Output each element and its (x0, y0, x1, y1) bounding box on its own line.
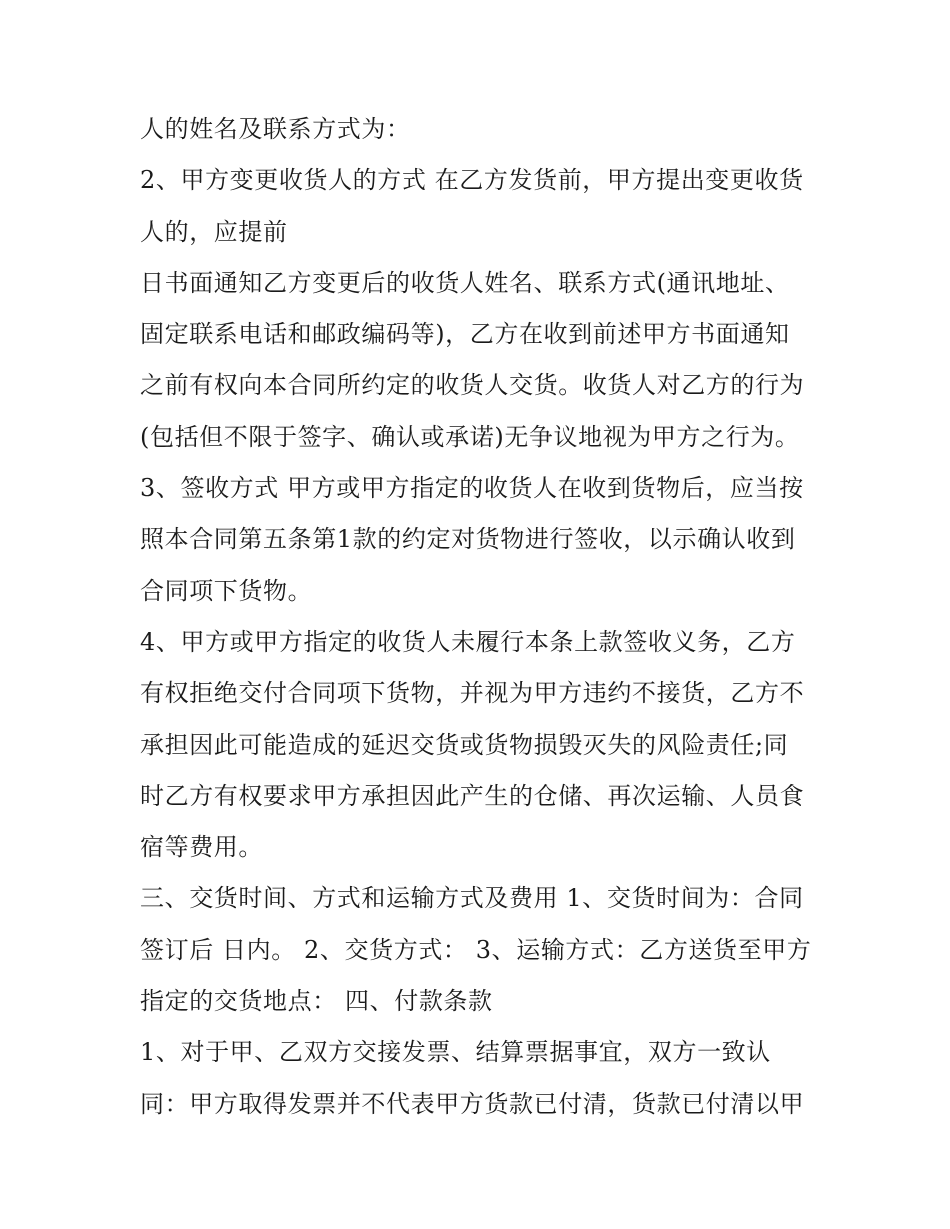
text-line: 人的，应提前 (140, 217, 288, 246)
text-line: (包括但不限于签字、确认或承诺)无争议地视为甲方之行为。 (140, 422, 800, 451)
text-line: 1、对于甲、乙双方交接发票、结算票据事宜，双方一致认 (140, 1038, 771, 1067)
text-line: 同：甲方取得发票并不代表甲方货款已付清，货款已付清以甲 (140, 1089, 805, 1118)
text-line: 时乙方有权要求甲方承担因此产生的仓储、再次运输、人员食 (140, 781, 805, 810)
text-line: 指定的交货地点： 四、付款条款 (140, 987, 493, 1016)
text-line: 固定联系电话和邮政编码等)，乙方在收到前述甲方书面通知 (140, 320, 790, 349)
text-line: 之前有权向本合同所约定的收货人交货。收货人对乙方的行为 (140, 371, 805, 400)
text-line: 宿等费用。 (140, 833, 263, 862)
text-line: 日书面通知乙方变更后的收货人姓名、联系方式(通讯地址、 (140, 268, 790, 297)
text-line: 照本合同第五条第1款的约定对货物进行签收，以示确认收到 (140, 525, 796, 554)
document-body (140, 104, 820, 1130)
text-line: 4、甲方或甲方指定的收货人未履行本条上款签收义务，乙方 (140, 627, 796, 656)
text-line: 签订后 日内。 2、交货方式： 3、运输方式：乙方送货至甲方 (140, 935, 812, 964)
text-line: 人的姓名及联系方式为： (140, 115, 411, 143)
text-line: 承担因此可能造成的延迟交货或货物损毁灭失的风险责任;同 (140, 730, 789, 759)
text-line: 3、签收方式 甲方或甲方指定的收货人在收到货物后，应当按 (140, 474, 804, 503)
text-line: 2、甲方变更收货人的方式 在乙方发货前，甲方提出变更收货 (140, 166, 804, 195)
text-line: 合同项下货物。 (140, 576, 313, 605)
text-line: 三、交货时间、方式和运输方式及费用 1、交货时间为：合同 (140, 884, 804, 913)
text-line: 有权拒绝交付合同项下货物，并视为甲方违约不接货，乙方不 (140, 679, 805, 708)
